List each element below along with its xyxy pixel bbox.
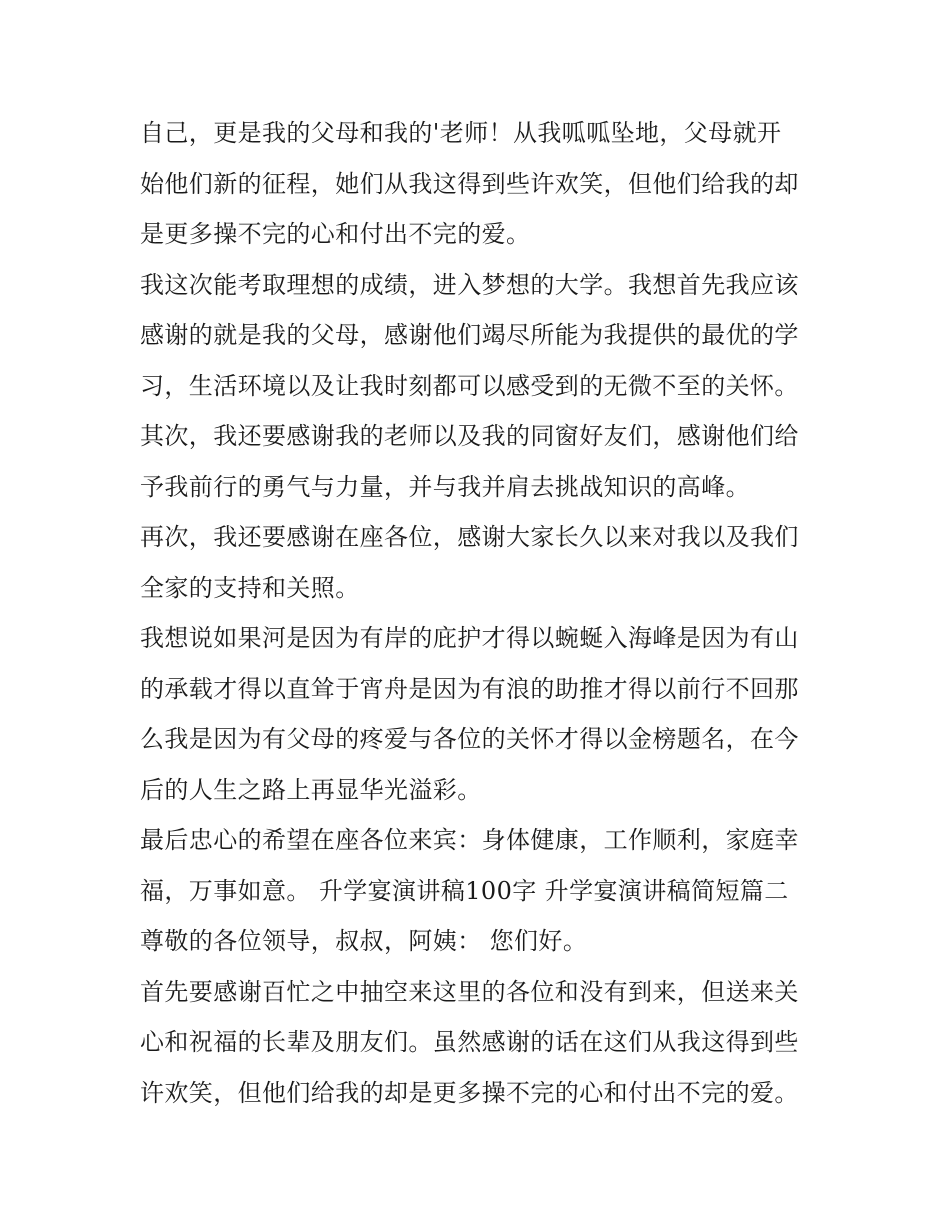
text-line: 再次，我还要感谢在座各位，感谢大家长久以来对我以及我们: [140, 523, 799, 551]
text-line: 首先要感谢百忙之中抽空来这里的各位和没有到来，但送来关: [140, 977, 799, 1006]
text-line: 最后忠心的希望在座各位来宾：身体健康，工作顺利，家庭幸: [140, 826, 799, 854]
text-line: 予我前行的勇气与力量，并与我并肩去挑战知识的高峰。: [140, 472, 750, 501]
text-line: 全家的支持和关照。: [140, 573, 360, 602]
paragraph-7: [140, 967, 820, 1119]
text-line: 是更多操不完的心和付出不完的爱。: [140, 220, 531, 248]
text-line: 感谢的就是我的父母，感谢他们竭尽所能为我提供的最优的学: [140, 321, 799, 349]
document-body: [140, 108, 820, 1118]
text-line: 的承载才得以直耸于宵舟是因为有浪的助推才得以前行不回那: [140, 674, 799, 703]
paragraph-6: [140, 815, 820, 967]
text-line: 习，生活环境以及让我时刻都可以感受到的无微不至的关怀。: [140, 371, 799, 400]
paragraph-4: [140, 512, 820, 613]
text-line: 我这次能考取理想的成绩，进入梦想的大学。我想首先我应该: [140, 270, 799, 299]
text-line: 尊敬的各位领导，叔叔，阿姨： 您们好。: [140, 927, 588, 955]
text-line: 后的人生之路上再显华光溢彩。: [140, 775, 482, 804]
text-line: 许欢笑，但他们给我的却是更多操不完的心和付出不完的爱。: [140, 1078, 799, 1107]
text-line: 我想说如果河是因为有岸的庇护才得以蜿蜒入海峰是因为有山: [140, 624, 799, 652]
paragraph-3: [140, 411, 820, 512]
text-line: 么我是因为有父母的疼爱与各位的关怀才得以金榜题名，在今: [140, 725, 799, 753]
paragraph-1: [140, 108, 820, 260]
text-line: 福，万事如意。 升学宴演讲稿100字 升学宴演讲稿简短篇二: [140, 876, 789, 905]
text-line: 始他们新的征程，她们从我这得到些许欢笑，但他们给我的却: [140, 169, 799, 198]
paragraph-2: [140, 260, 820, 412]
paragraph-5: [140, 613, 820, 815]
text-line: 心和祝福的长辈及朋友们。虽然感谢的话在这们从我这得到些: [140, 1028, 799, 1056]
text-line: 其次，我还要感谢我的老师以及我的同窗好友们，感谢他们给: [140, 422, 799, 450]
text-line: 自己，更是我的父母和我的'老师！从我呱呱坠地，父母就开: [140, 119, 782, 147]
